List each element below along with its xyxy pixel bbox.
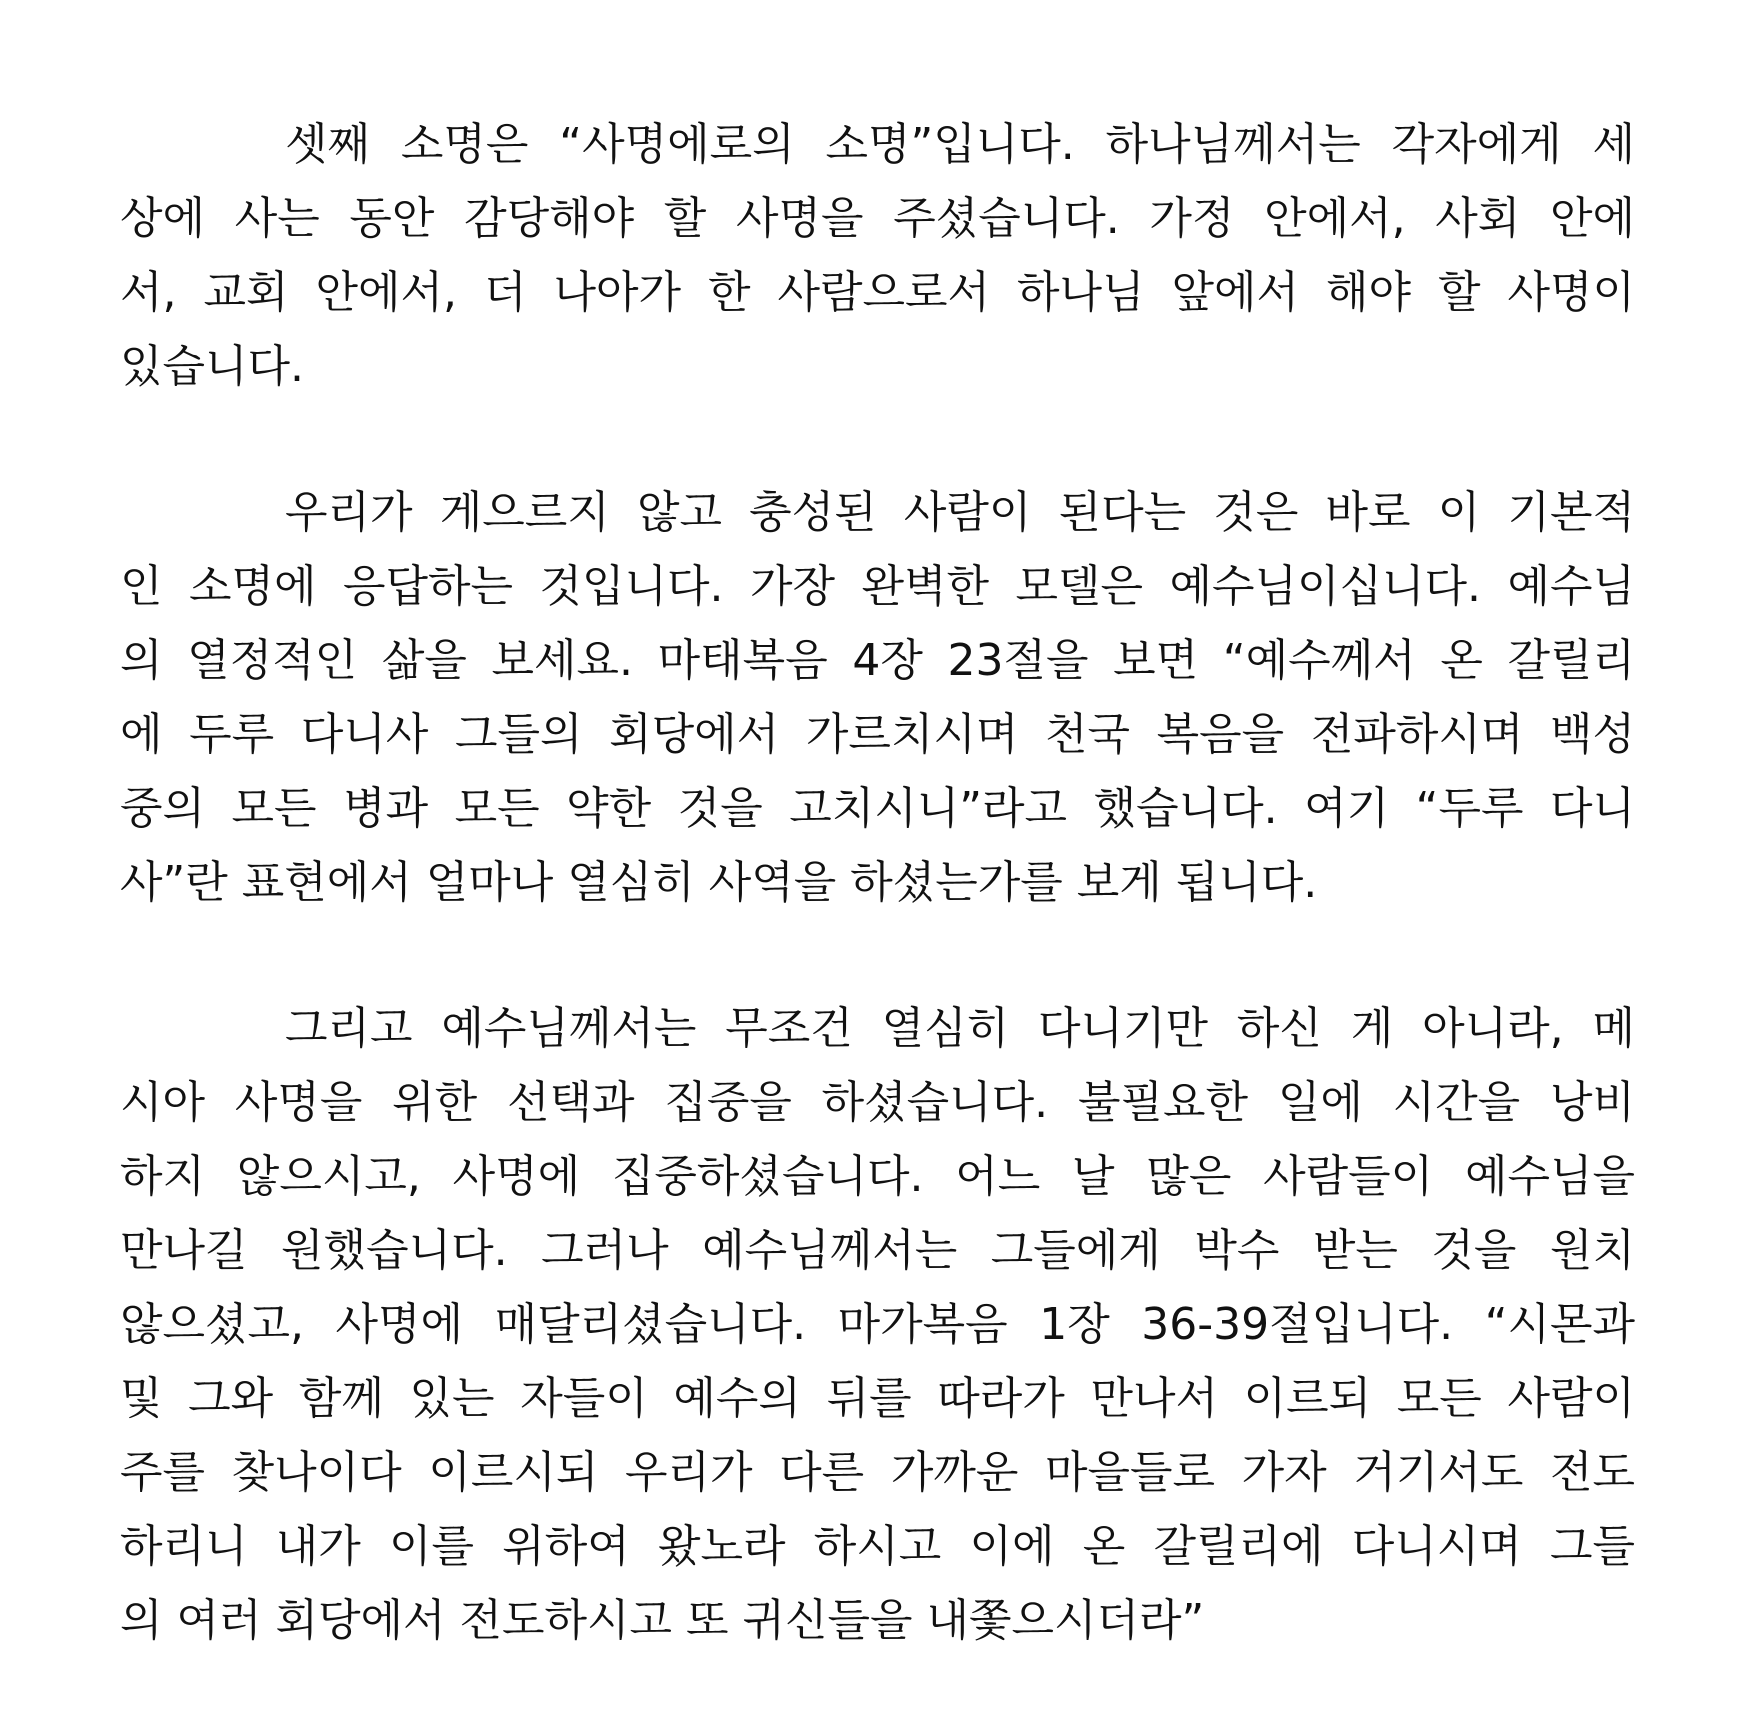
text-line: 있습니다. <box>120 341 305 392</box>
paragraph-1 <box>120 108 1635 404</box>
text-line: 우리가 게으르지 않고 충성된 사람이 된다는 것은 바로 이 기본적 <box>285 487 1635 538</box>
text-line: 그리고 예수님께서는 무조건 열심히 다니기만 하신 게 아니라, 메 <box>285 1003 1635 1054</box>
text-line: 주를 찾나이다 이르시되 우리가 다른 가까운 마을들로 가자 거기서도 전도 <box>120 1447 1635 1498</box>
text-line: 의 열정적인 삶을 보세요. 마태복음 4장 23절을 보면 “예수께서 온 갈릴리 <box>120 635 1635 686</box>
text-line: 하리니 내가 이를 위하여 왔노라 하시고 이에 온 갈릴리에 다니시며 그들 <box>120 1521 1635 1572</box>
text-line: 중의 모든 병과 모든 약한 것을 고치시니”라고 했습니다. 여기 “두루 다니 <box>120 783 1635 834</box>
text-line: 및 그와 함께 있는 자들이 예수의 뒤를 따라가 만나서 이르되 모든 사람이 <box>120 1373 1635 1424</box>
text-line: 하지 않으시고, 사명에 집중하셨습니다. 어느 날 많은 사람들이 예수님을 <box>120 1151 1635 1202</box>
text-line: 상에 사는 동안 감당해야 할 사명을 주셨습니다. 가정 안에서, 사회 안에 <box>120 193 1635 244</box>
text-line: 사”란 표현에서 얼마나 열심히 사역을 하셨는가를 보게 됩니다. <box>120 857 1318 908</box>
text-line: 않으셨고, 사명에 매달리셨습니다. 마가복음 1장 36-39절입니다. “시몬과 <box>120 1299 1635 1350</box>
paragraph-3 <box>120 992 1635 1658</box>
text-line: 서, 교회 안에서, 더 나아가 한 사람으로서 하나님 앞에서 해야 할 사명이 <box>120 267 1635 318</box>
paragraph-2 <box>120 476 1635 920</box>
text-line: 의 여러 회당에서 전도하시고 또 귀신들을 내쫓으시더라” <box>120 1595 1205 1646</box>
text-line: 시아 사명을 위한 선택과 집중을 하셨습니다. 불필요한 일에 시간을 낭비 <box>120 1077 1635 1128</box>
text-line: 셋째 소명은 “사명에로의 소명”입니다. 하나님께서는 각자에게 세 <box>285 119 1635 170</box>
text-line: 만나길 원했습니다. 그러나 예수님께서는 그들에게 박수 받는 것을 원치 <box>120 1225 1635 1276</box>
text-line: 인 소명에 응답하는 것입니다. 가장 완벽한 모델은 예수님이십니다. 예수님 <box>120 561 1635 612</box>
document-page <box>120 108 1635 1730</box>
text-line: 에 두루 다니사 그들의 회당에서 가르치시며 천국 복음을 전파하시며 백성 <box>120 709 1635 760</box>
